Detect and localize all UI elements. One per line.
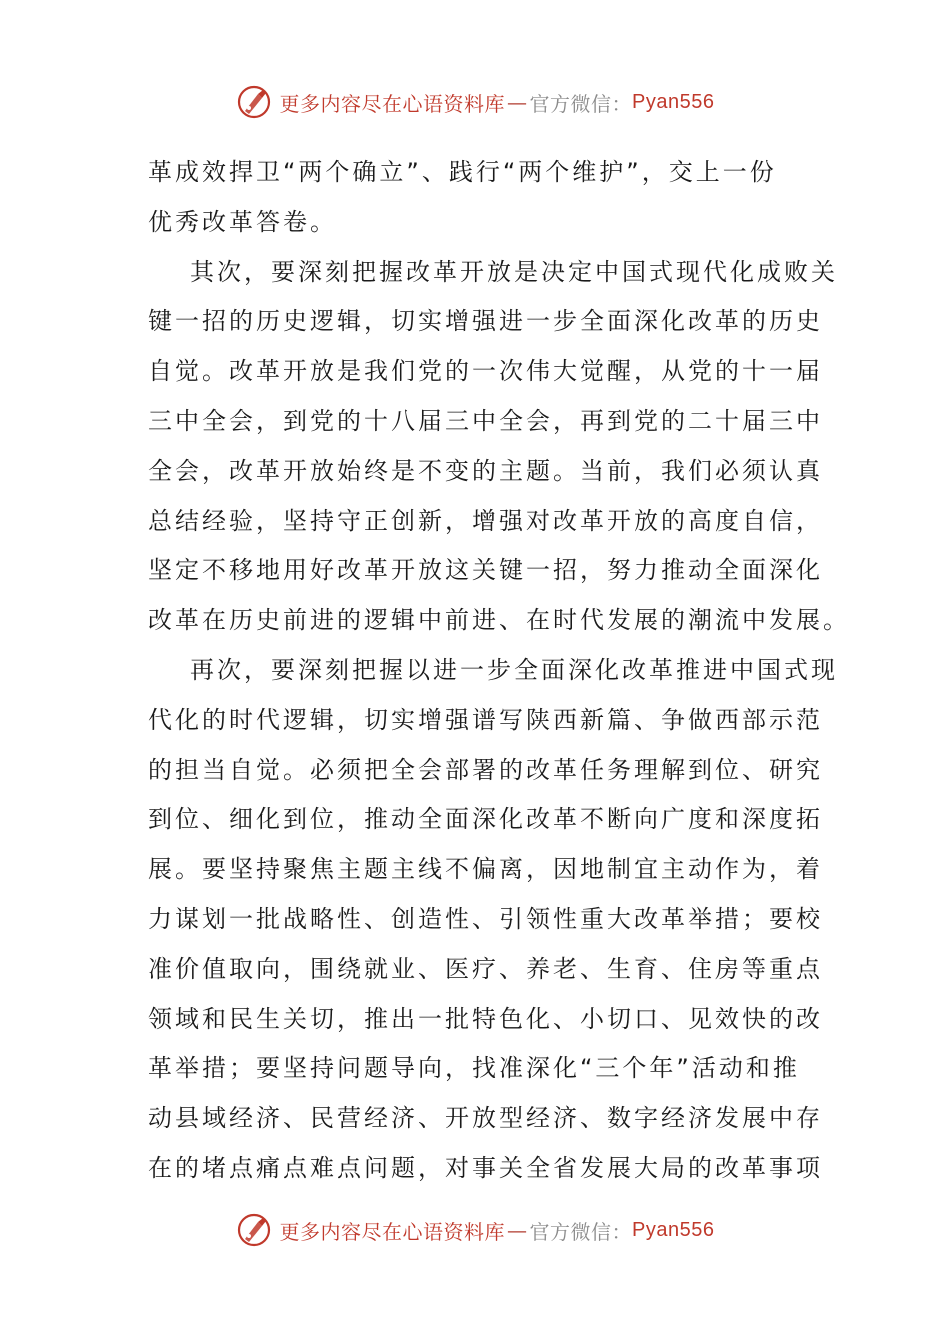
text-line: 革举措；要坚持问题导向，找准深化“三个年”活动和推 [148,1054,800,1083]
text-line: 改革在历史前进的逻辑中前进、在时代发展的潮流中发展。 [148,606,850,635]
text-line: 力谋划一批战略性、创造性、引领性重大改革举措；要校 [148,904,823,933]
text-line: 的担当自觉。必须把全会部署的改革任务理解到位、研究 [148,755,823,784]
text-line: 领域和民生关切，推出一批特色化、小切口、见效快的改 [148,1004,823,1033]
paragraph-start-line: 再次，要深刻把握以进一步全面深化改革推进中国式现 [190,655,838,684]
text-line: 代化的时代逻辑，切实增强谱写陕西新篇、争做西部示范 [148,705,823,734]
watermark-wechat-id: Pyan556 [632,90,715,113]
text-line: 坚定不移地用好改革开放这关键一招，努力推动全面深化 [148,556,823,585]
watermark-site-text: 更多内容尽在心语资料库 [279,91,506,116]
text-line: 键一招的历史逻辑，切实增强进一步全面深化改革的历史 [148,307,823,336]
watermark-site-text: 更多内容尽在心语资料库 [279,1219,506,1244]
text-line: 全会，改革开放始终是不变的主题。当前，我们必须认真 [148,456,823,485]
watermark-wechat-id: Pyan556 [632,1218,715,1241]
pen-nib-seal-icon [236,84,272,120]
watermark-separator: — [507,1218,528,1242]
text-line: 在的堵点痛点难点问题，对事关全省发展大局的改革事项 [148,1153,823,1182]
text-line: 三中全会，到党的十八届三中全会，再到党的二十届三中 [148,406,823,435]
header-watermark [0,80,950,124]
text-line: 总结经验，坚持守正创新，增强对改革开放的高度自信， [148,506,823,535]
text-line: 展。要坚持聚焦主题主线不偏离，因地制宜主动作为，着 [148,855,823,884]
document-body [148,148,850,1194]
watermark-wechat-label: 官方微信： [529,1219,633,1244]
footer-watermark [0,1208,950,1252]
watermark-wechat-label: 官方微信： [529,91,633,116]
text-line: 动县域经济、民营经济、开放型经济、数字经济发展中存 [148,1104,823,1133]
text-line: 优秀改革答卷。 [148,207,337,236]
paragraph-start-line: 其次，要深刻把握改革开放是决定中国式现代化成败关 [190,257,838,286]
text-line: 到位、细化到位，推动全面深化改革不断向广度和深度拓 [148,805,823,834]
text-line: 准价值取向，围绕就业、医疗、养老、生育、住房等重点 [148,954,823,983]
pen-nib-seal-icon [236,1212,272,1248]
text-line: 革成效捍卫“两个确立”、践行“两个维护”，交上一份 [148,158,777,186]
watermark-separator: — [507,90,528,114]
text-line: 自觉。改革开放是我们党的一次伟大觉醒，从党的十一届 [148,357,823,386]
